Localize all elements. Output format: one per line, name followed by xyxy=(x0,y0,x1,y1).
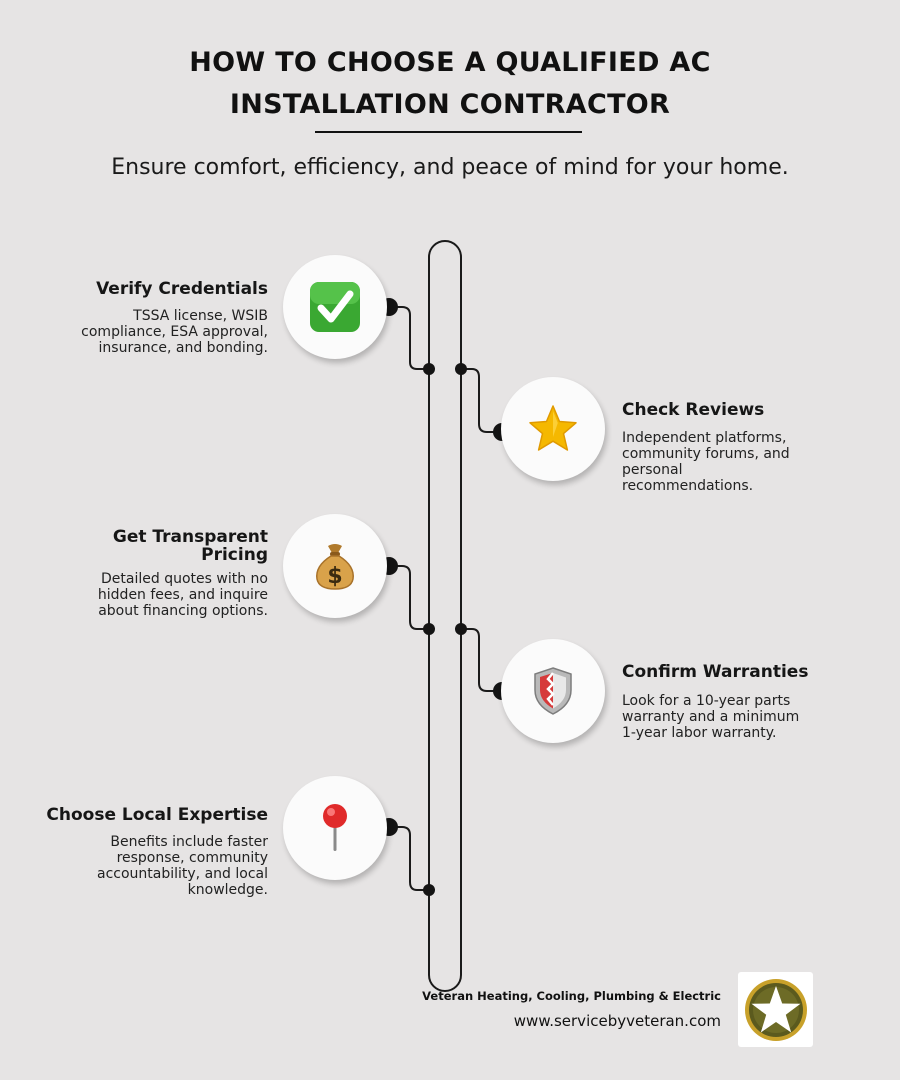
step-desc-confirm-warranties xyxy=(622,693,799,741)
desc-line: TSSA license, WSIB xyxy=(133,308,268,324)
step-circle-confirm-warranties xyxy=(501,639,605,743)
desc-line: accountability, and local xyxy=(97,866,268,882)
desc-line: recommendations. xyxy=(622,478,754,494)
desc-line: Detailed quotes with no xyxy=(101,571,268,587)
step-title-confirm-warranties: Confirm Warranties xyxy=(622,662,809,682)
connector-local-expertise xyxy=(389,827,429,890)
page-subtitle: Ensure comfort, efficiency, and peace of mind for your home. xyxy=(111,155,789,180)
desc-line: Benefits include faster xyxy=(110,834,268,850)
step-desc-local-expertise xyxy=(97,834,268,898)
desc-line: response, community xyxy=(116,850,268,866)
step-title-verify-credentials: Verify Credentials xyxy=(96,279,268,299)
desc-line: personal xyxy=(622,462,683,478)
company-website-link[interactable]: www.servicebyveteran.com xyxy=(513,1012,721,1030)
desc-line: community forums, and xyxy=(622,446,790,462)
svg-text:$: $ xyxy=(327,564,343,589)
title-line-2: INSTALLATION CONTRACTOR xyxy=(229,89,671,120)
desc-line: Independent platforms, xyxy=(622,430,787,446)
connector-dot-track xyxy=(423,623,435,635)
desc-line: 1-year labor warranty. xyxy=(622,725,777,741)
connector-check-reviews xyxy=(461,369,502,432)
title-line: Pricing xyxy=(201,545,268,565)
step-title-transparent-pricing xyxy=(113,528,268,564)
step-desc-check-reviews xyxy=(622,430,790,494)
title-line-1: HOW TO CHOOSE A QUALIFIED AC xyxy=(189,47,711,78)
desc-line: insurance, and bonding. xyxy=(98,340,268,356)
company-name: Veteran Heating, Cooling, Plumbing & Electric xyxy=(422,989,721,1003)
shield-icon xyxy=(527,665,579,717)
connector-confirm-warranties xyxy=(461,629,502,691)
connector-dot-track xyxy=(423,363,435,375)
title-line: Get Transparent xyxy=(112,527,268,547)
star-icon xyxy=(527,403,579,455)
connector-transparent-pricing xyxy=(389,566,429,629)
check-mark-icon xyxy=(309,281,361,333)
step-circle-verify-credentials xyxy=(283,255,387,359)
timeline-track xyxy=(429,241,461,991)
desc-line: knowledge. xyxy=(187,882,268,898)
step-circle-transparent-pricing xyxy=(283,514,387,618)
step-title-check-reviews: Check Reviews xyxy=(622,400,765,420)
pushpin-icon xyxy=(309,802,361,854)
desc-line: warranty and a minimum xyxy=(622,709,800,725)
connector-verify-credentials xyxy=(389,307,429,369)
step-circle-check-reviews xyxy=(501,377,605,481)
step-desc-transparent-pricing xyxy=(98,571,268,619)
desc-line: compliance, ESA approval, xyxy=(81,324,268,340)
step-circle-local-expertise xyxy=(283,776,387,880)
connector-dot-track xyxy=(455,623,467,635)
step-desc-verify-credentials xyxy=(81,308,268,356)
step-title-local-expertise: Choose Local Expertise xyxy=(46,805,268,825)
connector-dot-track xyxy=(455,363,467,375)
desc-line: hidden fees, and inquire xyxy=(97,587,268,603)
desc-line: about financing options. xyxy=(98,603,268,619)
money-bag-icon xyxy=(309,540,361,592)
desc-line: Look for a 10-year parts xyxy=(622,693,791,709)
star-badge-logo xyxy=(738,972,813,1047)
connector-dot-track xyxy=(423,884,435,896)
